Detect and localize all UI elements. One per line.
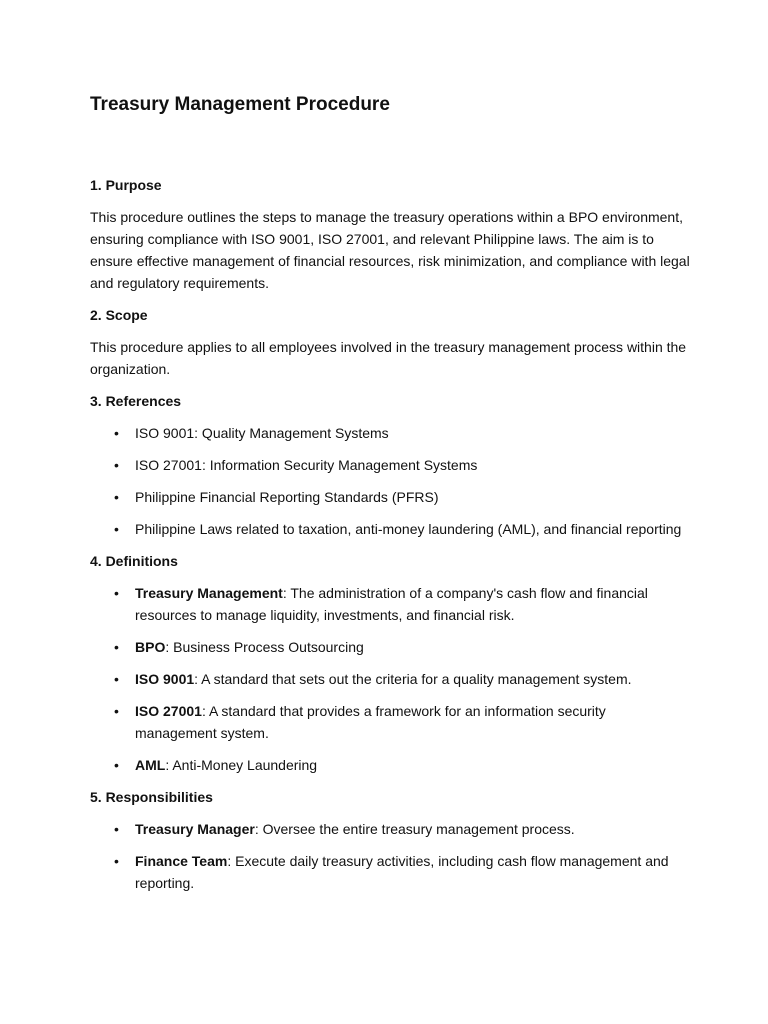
references-list: [90, 422, 690, 540]
bullet-icon: •: [114, 639, 119, 655]
list-item: [90, 454, 690, 476]
responsibility-role: Finance Team: [135, 853, 228, 869]
document-title: Treasury Management Procedure: [90, 94, 390, 115]
list-item: [90, 422, 690, 444]
bullet-icon: •: [114, 457, 119, 473]
reference-text: Philippine Financial Reporting Standards (PFRS): [135, 489, 439, 505]
list-item: [90, 818, 690, 840]
section-heading-scope: 2. Scope: [90, 307, 148, 323]
bullet-icon: •: [114, 671, 119, 687]
list-item: [90, 486, 690, 508]
list-item: [90, 700, 690, 744]
bullet-icon: •: [114, 489, 119, 505]
definition-text: : The administration of a company's cash flow and financial resources to manage liquidity, investments, and financial risk.: [135, 585, 648, 623]
definition-term: BPO: [135, 639, 166, 655]
definition-text: : A standard that sets out the criteria for a quality management system.: [194, 671, 632, 687]
reference-text: ISO 9001: Quality Management Systems: [135, 425, 389, 441]
definition-text: : Business Process Outsourcing: [165, 639, 364, 655]
definition-text: : A standard that provides a framework for an information security management system.: [135, 703, 606, 741]
responsibility-text: : Oversee the entire treasury management process.: [254, 821, 575, 837]
responsibility-role: Treasury Manager: [135, 821, 255, 837]
list-item: [90, 668, 690, 690]
list-item: [90, 850, 690, 894]
list-item: [90, 582, 690, 626]
bullet-icon: •: [114, 853, 119, 869]
purpose-paragraph: This procedure outlines the steps to manage the treasury operations within a BPO environment, ensuring compliance with ISO 9001, ISO 27001, and relevant Philippine laws. The aim is to ensure effective management of financial resources, risk minimization, and compliance with legal and regulatory requirements.: [90, 209, 690, 291]
section-heading-responsibilities: 5. Responsibilities: [90, 789, 213, 805]
definition-term: AML: [135, 757, 166, 773]
bullet-icon: •: [114, 425, 119, 441]
section-heading-references: 3. References: [90, 393, 182, 409]
responsibility-text: : Execute daily treasury activities, including cash flow management and reporting.: [135, 853, 669, 891]
bullet-icon: •: [114, 585, 119, 601]
bullet-icon: •: [114, 821, 119, 837]
scope-paragraph: This procedure applies to all employees involved in the treasury management process within the organization.: [90, 339, 687, 377]
definition-term: ISO 27001: [135, 703, 202, 719]
bullet-icon: •: [114, 521, 119, 537]
reference-text: Philippine Laws related to taxation, anti-money laundering (AML), and financial reporting: [135, 521, 682, 537]
document-page: [90, 92, 690, 904]
definition-term: ISO 9001: [135, 671, 195, 687]
list-item: [90, 754, 690, 776]
reference-text: ISO 27001: Information Security Management Systems: [135, 457, 478, 473]
responsibilities-list: [90, 818, 690, 894]
definition-text: : Anti-Money Laundering: [165, 757, 318, 773]
list-item: [90, 518, 690, 540]
bullet-icon: •: [114, 703, 119, 719]
section-heading-definitions: 4. Definitions: [90, 553, 178, 569]
bullet-icon: •: [114, 757, 119, 773]
definitions-list: [90, 582, 690, 776]
definition-term: Treasury Management: [135, 585, 283, 601]
list-item: [90, 636, 690, 658]
section-heading-purpose: 1. Purpose: [90, 177, 162, 193]
